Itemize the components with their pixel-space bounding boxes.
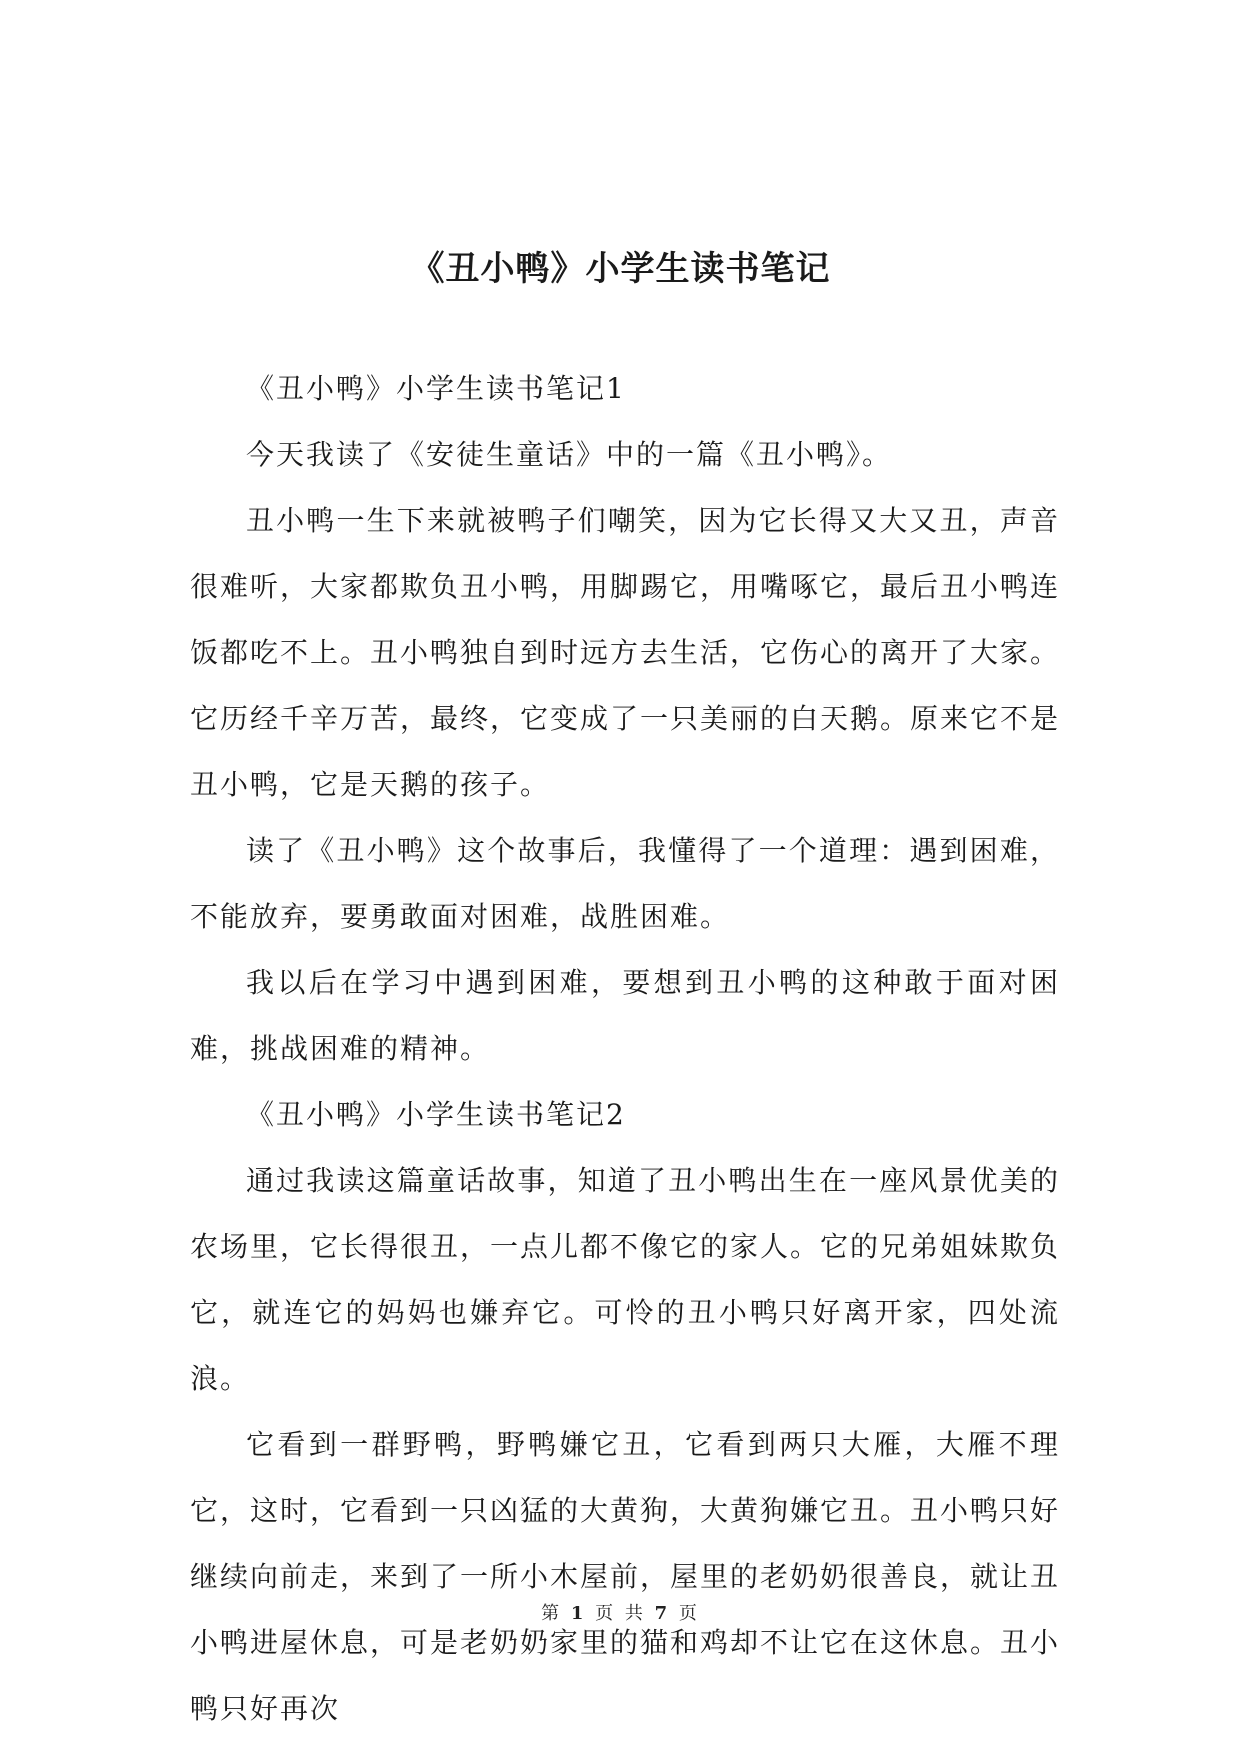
paragraph: 通过我读这篇童话故事，知道了丑小鸭出生在一座风景优美的农场里，它长得很丑，一点儿都不像它的家人。它的兄弟姐妹欺负它，就连它的妈妈也嫌弃它。可怜的丑小鸭只好离开家，四处流浪。 <box>190 1164 1061 1395</box>
page-title: 《丑小鸭》小学生读书笔记 <box>410 248 831 289</box>
paragraph: 今天我读了《安徒生童话》中的一篇《丑小鸭》。 <box>246 438 893 471</box>
note-heading: 《丑小鸭》小学生读书笔记1 <box>246 372 626 405</box>
note-heading: 《丑小鸭》小学生读书笔记2 <box>246 1098 626 1131</box>
total-pages-number: 7 <box>654 1603 671 1624</box>
footer-suffix: 页 <box>678 1603 700 1624</box>
page-footer <box>0 1602 1241 1626</box>
paragraph: 丑小鸭一生下来就被鸭子们嘲笑，因为它长得又大又丑，声音很难听，大家都欺负丑小鸭，用脚踢它，用嘴啄它，最后丑小鸭连饭都吃不上。丑小鸭独自到时远方去生活，它伤心的离开了大家。它历经千辛万苦，最终，它变成了一只美丽的白天鹅。原来它不是丑小鸭，它是天鹅的孩子。 <box>190 504 1061 801</box>
footer-middle: 页 共 <box>595 1603 646 1624</box>
current-page-number: 1 <box>570 1603 587 1624</box>
footer-prefix: 第 <box>541 1603 563 1624</box>
document-body <box>190 356 1060 1742</box>
paragraph: 读了《丑小鸭》这个故事后，我懂得了一个道理：遇到困难，不能放弃，要勇敢面对困难，战胜困难。 <box>190 834 1060 933</box>
paragraph: 我以后在学习中遇到困难，要想到丑小鸭的这种敢于面对困难，挑战困难的精神。 <box>190 966 1060 1065</box>
paragraph: 它看到一群野鸭，野鸭嫌它丑，它看到两只大雁，大雁不理它，这时，它看到一只凶猛的大黄狗，大黄狗嫌它丑。丑小鸭只好继续向前走，来到了一所小木屋前，屋里的老奶奶很善良，就让丑小鸭进屋休息，可是老奶奶家里的猫和鸡却不让它在这休息。丑小鸭只好再次 <box>190 1428 1061 1725</box>
